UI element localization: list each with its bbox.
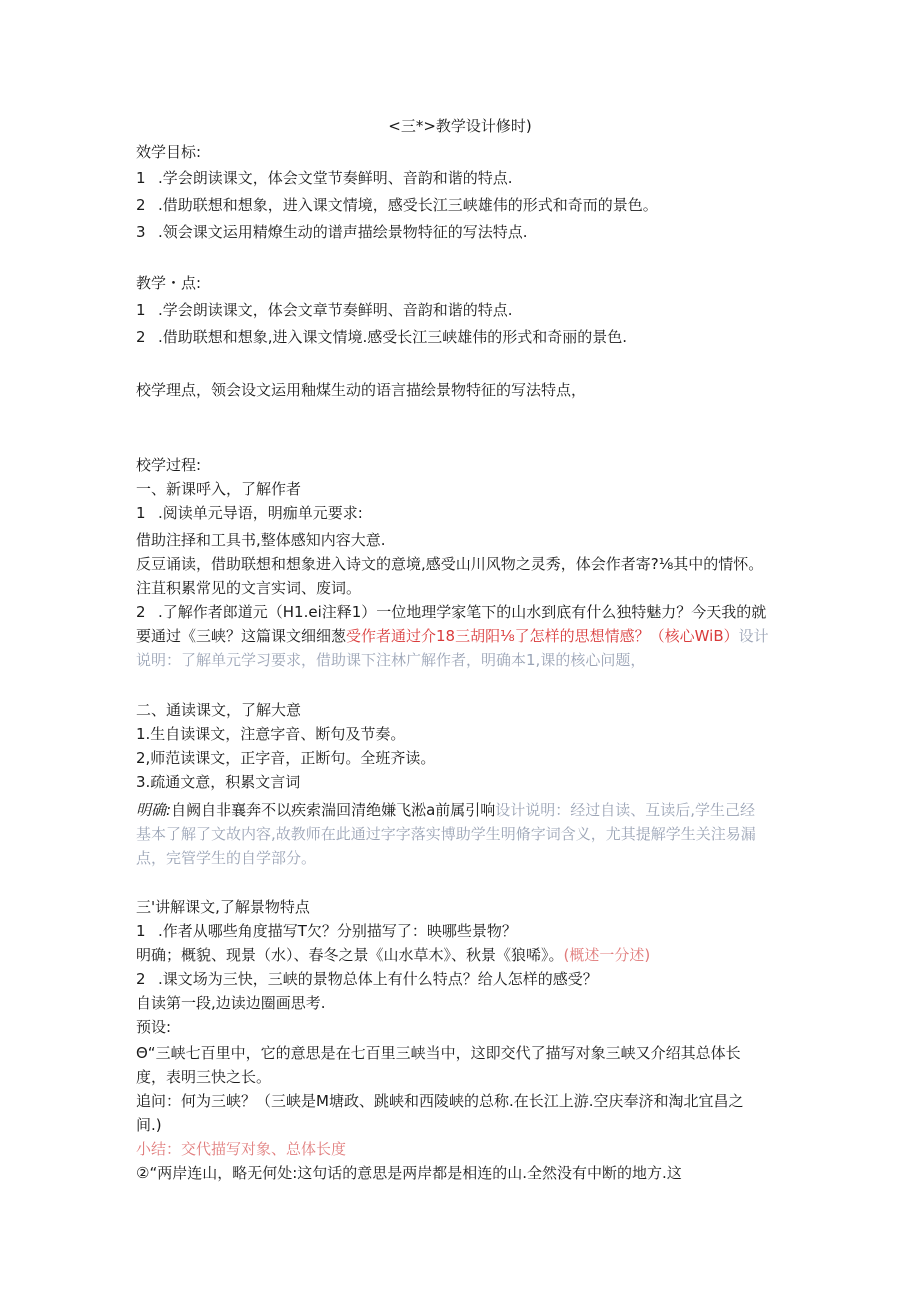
body-line: 追问：何为三峡？（三峡是M塘政、跳峡和西陵峡的总称.在长江上游.空庆奉济和淘北宜昌之 — [136, 1092, 744, 1110]
question-item — [136, 921, 796, 941]
keypoint-item — [136, 300, 796, 320]
body-line: Θ“三峡七百里中，它的意思是在七百里三峡当中，这即交代了描写对象三峡又介绍其总体长 — [136, 1044, 741, 1062]
section-title: 一、新课呼入，了解作者 — [136, 480, 302, 498]
body-text: 自阙自非襄奔不以疾索湍回清绝嫌飞淞a前属引响 — [171, 801, 496, 819]
question-number: 2 — [136, 970, 146, 988]
question-text: .作者从哪些角度描写T欠？分别描写了：映哪些景物？ — [158, 922, 517, 940]
page-title: <三*>教学设计修时) — [388, 117, 532, 135]
body-text: 要通过《三峡？这篇课文细细葱 — [136, 627, 347, 645]
keypoints-heading: 教学・点: — [136, 274, 202, 292]
design-note: 点，完管学生的自学部分。 — [136, 849, 317, 867]
question-item — [136, 969, 796, 989]
clarify-label: 明确: — [136, 801, 172, 819]
design-note: 说明：了解单元学习要求，借助课下注林广解作者，明确本1,课的核心问题， — [136, 651, 646, 669]
keypoint-item — [136, 327, 796, 347]
design-note-label: 设计 — [738, 627, 769, 645]
goal-text: .学会朗读课文，体会文堂节奏鲜明、音韵和谐的特点. — [158, 169, 513, 187]
body-line: 预设: — [136, 1018, 172, 1036]
body-line: 反豆诵读，借助联想和想象进入诗文的意境,感受山川风物之灵秀，体会作者寄?⅛其中的情怀。 — [136, 555, 764, 573]
goal-item — [136, 222, 796, 242]
keypoint-number: 1 — [136, 301, 146, 319]
difficulty-text: 校学理点，领会设文运用釉煤生动的语言描绘景物特征的写法特点， — [136, 381, 587, 399]
goal-number: 3 — [136, 223, 146, 241]
body-line — [136, 800, 796, 820]
goal-text: .借助联想和想象，进入课文情境，感受长江三峡雄伟的形式和奇而的景色。 — [158, 196, 658, 214]
keypoint-text: .学会朗读课文，体会文章节奏鲜明、音韵和谐的特点. — [158, 301, 513, 319]
goal-number: 2 — [136, 196, 146, 214]
body-line: 注苴积累常见的文言实词、废词。 — [136, 579, 362, 597]
body-line: 间.) — [136, 1116, 162, 1134]
body-line: 2,师范读课文，正字音，正断句。全班齐读。 — [136, 749, 436, 767]
goal-item — [136, 195, 796, 215]
section-title: 二、通读课文，了解大意 — [136, 701, 302, 719]
step-number: 2 — [136, 603, 146, 621]
process-heading: 校学过程: — [136, 456, 202, 474]
core-question-text: 受作者通过介18三胡阳⅛了怎样的思想情感？（核心WiB） — [346, 627, 739, 645]
step-text: .了解作者郎道元（H1.ei注释1）一位地理学家笔下的山水到底有什么独特魅力？今天我的就 — [158, 603, 767, 621]
section-title: 三'讲解课文,了解景物特点 — [136, 898, 310, 916]
answer-note: (概述一分述) — [563, 946, 651, 964]
goals-heading: 效学目标: — [136, 143, 202, 161]
goal-number: 1 — [136, 169, 146, 187]
answer-line — [136, 945, 796, 965]
body-line: 度，表明三快之长。 — [136, 1068, 272, 1086]
question-text: .课文场为三快，三峡的景物总体上有什么特点？给人怎样的感受？ — [158, 970, 598, 988]
body-line: 借助注择和工具书,整体感知内容大意. — [136, 531, 386, 549]
body-line: 自读第一段,边读边圈画思考. — [136, 994, 326, 1012]
design-note: 设计说明：经过自读、互读后,学生己经 — [495, 801, 756, 819]
step-item — [136, 602, 796, 622]
answer-text: 明确；概貌、现景（水）、春冬之景《山水草木》、秋景《狼唏》。 — [136, 946, 564, 964]
summary-line: 小结：交代描写对象、总体长度 — [136, 1140, 347, 1158]
keypoint-text: .借助联想和想象,进入课文情境.感受长江三峡雄伟的形式和奇丽的景色. — [158, 328, 628, 346]
question-number: 1 — [136, 922, 146, 940]
goal-item — [136, 168, 796, 188]
goal-text: .领会课文运用精燎生动的谱声描绘景物特征的写法特点. — [158, 223, 528, 241]
body-line: ②“两岸连山，略无何处:这句话的意思是两岸都是相连的山.全然没有中断的地方.这 — [136, 1164, 682, 1182]
body-line — [136, 626, 796, 646]
step-item — [136, 503, 796, 523]
body-line: 3.疏通文意，积累文言词 — [136, 773, 301, 791]
body-line: 1.生自读课文，注意字音、断句及节奏。 — [136, 725, 406, 743]
step-number: 1 — [136, 504, 146, 522]
step-text: .阅读单元导语，明痂单元要求: — [158, 504, 363, 522]
keypoint-number: 2 — [136, 328, 146, 346]
design-note: 基本了解了文故内容,故教师在此通过字字落实博助学生明脩字词含义，尤其提解学生关注易漏 — [136, 825, 756, 843]
